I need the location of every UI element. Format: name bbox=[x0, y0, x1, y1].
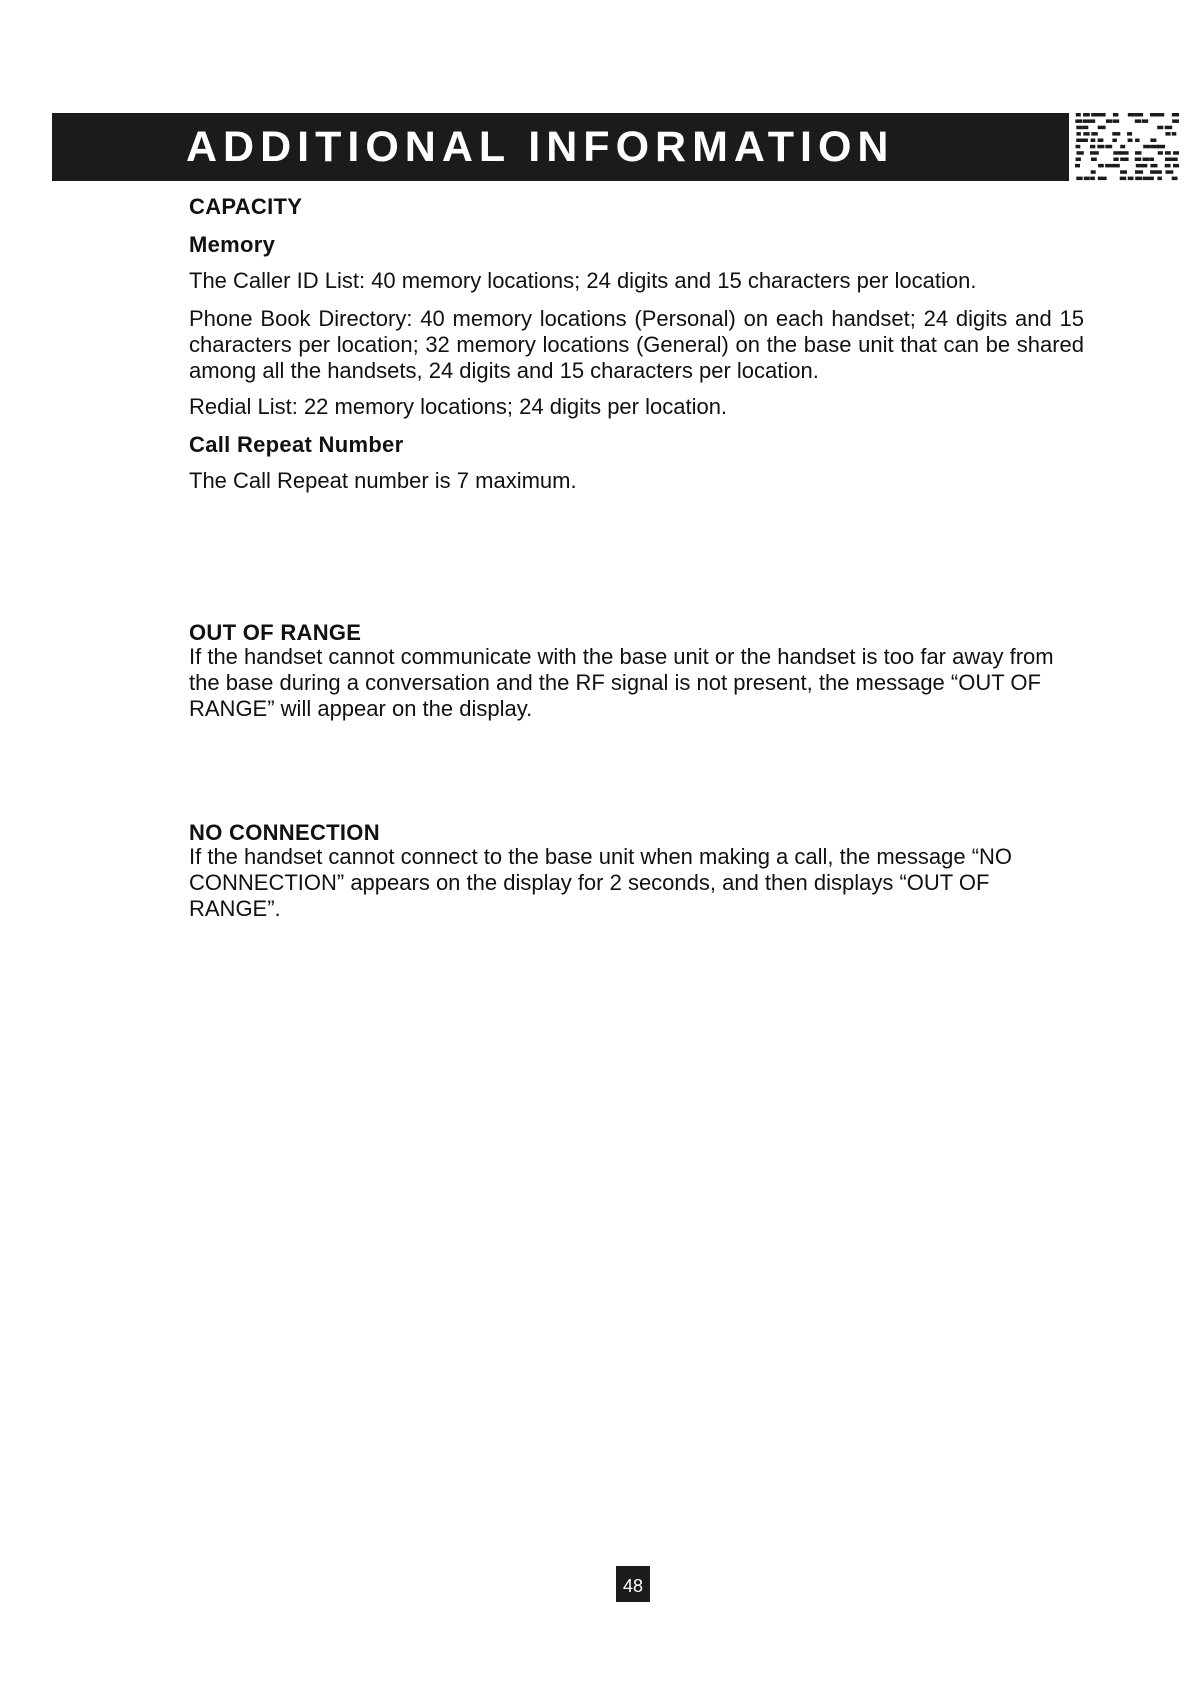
checker-pattern-icon bbox=[1075, 112, 1179, 182]
phone-book-paragraph: Phone Book Directory: 40 memory locations (Personal) on each handset; 24 digits and 15 characters per location; 32 memory locations (General) on the base unit that can be shared among all the handsets, 24 digits and 15 characters per location. bbox=[189, 306, 1084, 383]
caller-id-paragraph: The Caller ID List: 40 memory locations; 24 digits and 15 characters per location. bbox=[189, 268, 977, 293]
memory-subheading: Memory bbox=[189, 232, 276, 257]
page-title: ADDITIONAL INFORMATION bbox=[186, 123, 895, 171]
call-repeat-paragraph: The Call Repeat number is 7 maximum. bbox=[189, 468, 577, 493]
capacity-heading: CAPACITY bbox=[189, 194, 303, 219]
redial-paragraph: Redial List: 22 memory locations; 24 digits per location. bbox=[189, 394, 728, 419]
call-repeat-subheading: Call Repeat Number bbox=[189, 432, 404, 457]
no-connection-paragraph: If the handset cannot connect to the base unit when making a call, the message “NO CONNECTION” appears on the display for 2 seconds, and then displays “OUT OF RANGE”. bbox=[189, 844, 1013, 921]
no-connection-heading: NO CONNECTION bbox=[189, 820, 380, 845]
out-of-range-paragraph: If the handset cannot communicate with the base unit or the handset is too far away from the base during a conversation and the RF signal is not present, the message “OUT OF RANGE” will appear on the display. bbox=[189, 644, 1054, 721]
page-number: 48 bbox=[622, 1576, 644, 1596]
out-of-range-heading: OUT OF RANGE bbox=[189, 620, 362, 645]
